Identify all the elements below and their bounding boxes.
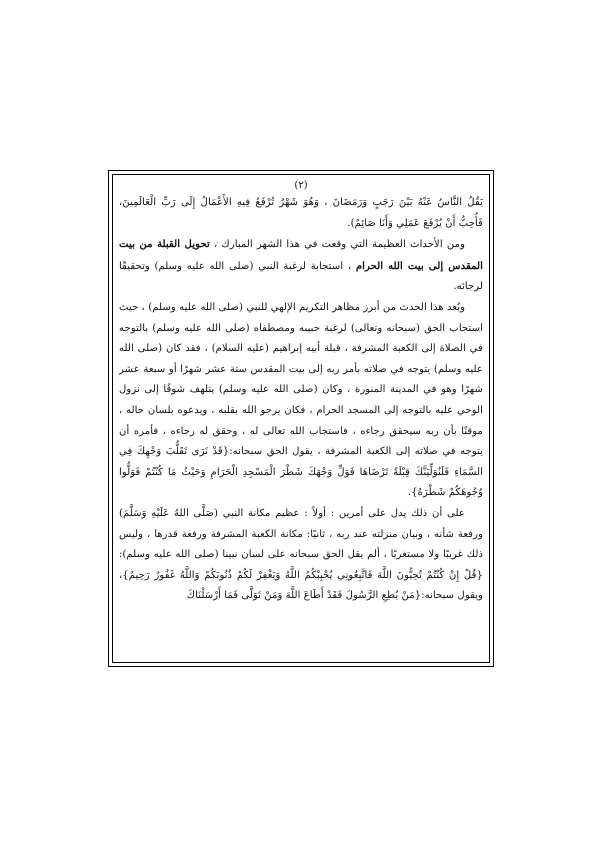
paragraph-qibla-outro: ، استجابة لرغبة النبي (صلى الله عليه وسلم) وتحقيقًا لرجائه. bbox=[119, 260, 483, 293]
quran-verse-love: {قُلْ إِنْ كُنْتُمْ تُحِبُّونَ اللَّهَ فَاتَّبِعُونِي يُحْبِبْكُمُ اللَّهُ وَيَغْفِرْ لَكُمْ ذُنُوبَكُمْ وَاللَّهُ غَفُورٌ رَحِيمٌ}، bbox=[119, 569, 483, 581]
paragraph-two-matters-text: على أن ذلك يدل على أمرين : أولاً : عظيم مكانة النبي (صَلَّى اللهُ عَلَيْهِ وَسَلَّمَ) ورفعة شأنه ، وبيان منزلته عند ربه ، ثانيًا: مكانة الكعبة المشرفة ورفعة قدرها ، وليس ذلك غريبًا ولا مستغربًا ، ألم يقل الحق سبحانه على لسان نبينا (صلى الله عليه وسلم): bbox=[119, 507, 483, 561]
paragraph-qibla-intro: ومن الأحداث العظيمة التي وقعت في هذا الشهر المبارك ، bbox=[209, 239, 465, 251]
paragraph-two-matters bbox=[119, 504, 483, 607]
page-content bbox=[113, 175, 489, 607]
qibla-change-highlight: تحويل القبلة من بيت المقدس إلى بيت الله الحرام bbox=[119, 238, 483, 272]
page-number: (٢) bbox=[294, 180, 308, 191]
paragraph-qibla-event bbox=[119, 234, 483, 298]
page-inner-border bbox=[112, 174, 490, 663]
hadith-continuation: يَقُلُ النَّاسُ عَنْهُ بَيْنَ رَجَبٍ وَرَمَضَانَ ، وَهُوَ شَهْرٌ تُرْفَعُ فِيهِ الأَعْمَالُ إِلَى رَبِّ الْعَالَمِينَ، فَأُحِبُّ أَنْ يُرْفَعَ عَمَلِي وَأَنَا صَائِمٌ). bbox=[119, 197, 483, 229]
paragraph-honor-text: وبُعد هذا الحدث من أبرز مظاهر التكريم الإلهي للنبي (صلى الله عليه وسلم) ، حيث استجاب الحق (سبحانه وتعالى) لرغبة حبيبه ومصطفاه (صلى الله عليه وسلم) بالتوجه في الصلاة إلى الكعبة المشرفة ، قبلة أبيه إبراهيم (عليه السلام) ، فقد كان (صلى الله عليه وسلم) يتوجه في صلاته بأمر ربه إلى بيت المقدس ستة عشر شهرًا أو سبعة عشر شهرًا وهو في المدينة المنورة ، وكان (صلى الله عليه وسلم) يتلهف شوقًا إلى نزول الوحي عليه بالتوجه إلى المسجد الحرام ، فكان يرجو الله بقلبه ، ويدعوه بلسان حاله ، موقنًا بأن ربه سيحقق رجاءه ، فاستجاب الله تعالى له ، وحقق له رجاءه ، فأمره أن يتوجه في صلاته إلى الكعبة المشرفة ، يقول الحق سبحانه: bbox=[119, 301, 483, 458]
quran-verse-qibla: {قَدْ نَرَى تَقَلُّبَ وَجْهِكَ فِي السَّمَاءِ فَلَنُوَلِّيَنَّكَ قِبْلَةً تَرْضَاهَا فَوَلِّ وَجْهَكَ شَطْرَ الْمَسْجِدِ الْحَرَامِ وَحَيْثُ مَا كُنْتُمْ فَوَلُّوا وُجُوهَكُمْ شَطْرَهُ}. bbox=[119, 446, 483, 499]
paragraph-honor bbox=[119, 298, 483, 504]
says-glorified: ويقول سبحانه: bbox=[421, 590, 483, 602]
quran-verse-obey: {مَنْ يُطِعِ الرَّسُولَ فَقَدْ أَطَاعَ اللَّهَ وَمَنْ تَوَلَّى فَمَا أَرْسَلْنَاكَ bbox=[186, 590, 422, 602]
